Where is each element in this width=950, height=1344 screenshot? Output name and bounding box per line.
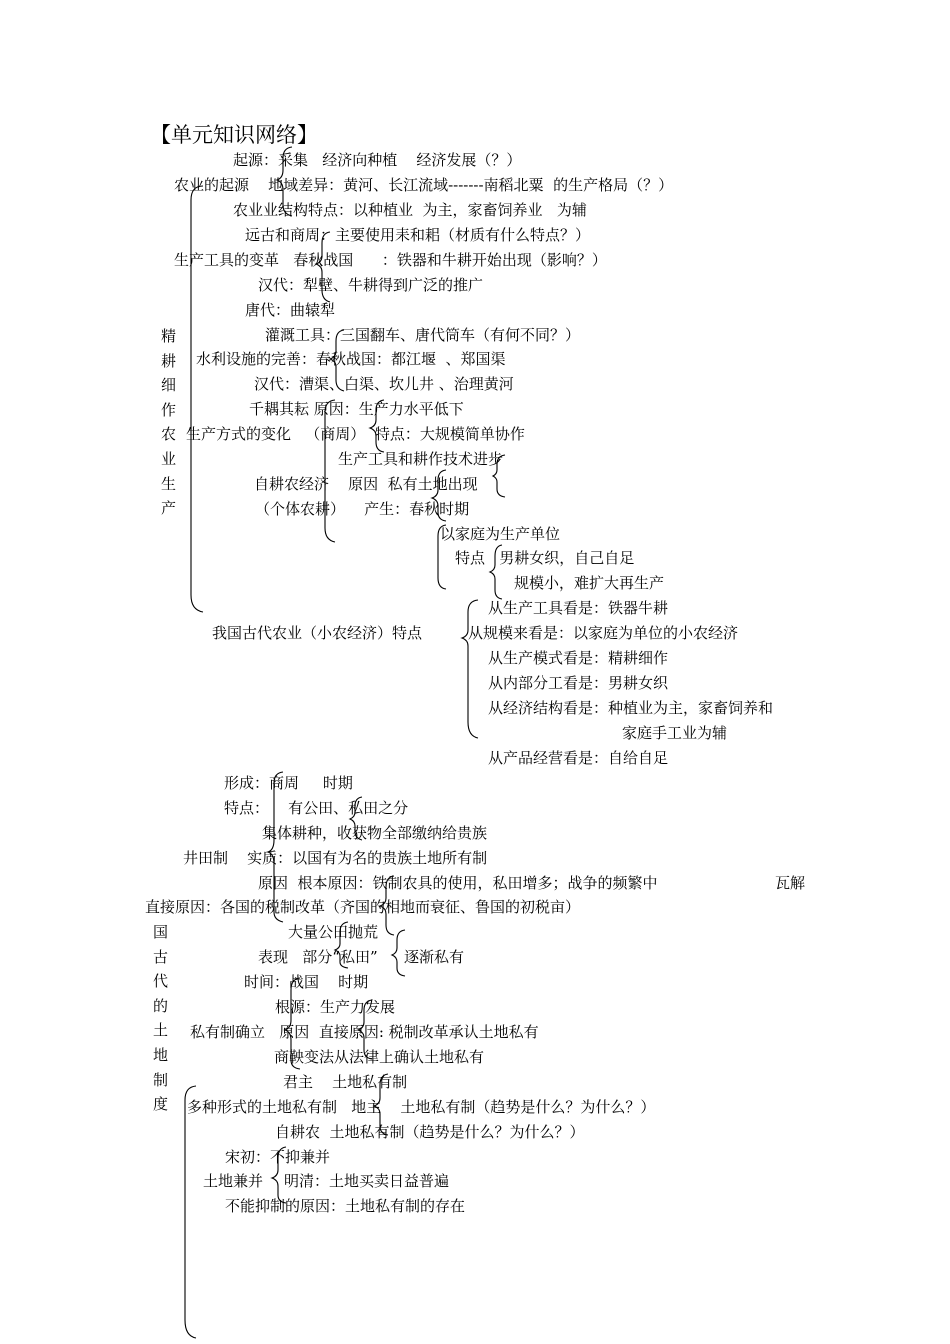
- part2-line: 原因 根本原因：铁制农具的使用，私田增多；战争的频繁中: [258, 874, 658, 892]
- part1-line: 从规模来看是：以家庭为单位的小农经济: [468, 624, 739, 642]
- part1-line: 从生产工具看是：铁器牛耕: [488, 599, 669, 617]
- brace: [277, 147, 292, 216]
- part2-line: 根源：生产力发展: [275, 998, 396, 1016]
- part2-side-label: 国古代的土地制度: [153, 923, 169, 1114]
- brace: [185, 1086, 196, 1338]
- part1-line: 千耦其耘 原因：生产力水平低下: [249, 400, 464, 418]
- part1-line: 农业的起源 地域差异：黄河、长江流域-------南稻北粟 的生产格局（？）: [174, 176, 674, 194]
- brace: [350, 797, 362, 840]
- part1-line: 汉代：漕渠、白渠、坎儿井 、治理黄河: [254, 375, 514, 393]
- part2-line: 土地兼并: [203, 1172, 264, 1190]
- brace: [374, 1074, 388, 1135]
- part1-line: 以家庭为生产单位: [440, 525, 561, 543]
- part1-line: 生产工具的变革 春秋战国 ：铁器和牛耕开始出现（影响？）: [174, 251, 607, 269]
- brace: [490, 545, 502, 599]
- part2-line: 直接原因：各国的税制改革（齐国的相地而衰征、鲁国的初税亩）: [145, 898, 581, 916]
- part1-line: 自耕农经济 原因 私有土地出现: [254, 475, 478, 493]
- part1-line: 规模小，难扩大再生产: [514, 574, 665, 592]
- brace: [438, 525, 446, 589]
- part1-line: 起源：采集 经济向种植 经济发展（？）: [233, 151, 522, 169]
- part2-line: 私有制确立 原因 直接原因: 税制改革承认土地私有: [190, 1023, 539, 1041]
- brace: [330, 330, 344, 391]
- brace: [370, 400, 384, 452]
- unit-heading: 【单元知识网络】: [150, 123, 318, 147]
- part2-line: 不能抑制的原因：土地私有制的存在: [225, 1197, 466, 1215]
- part2-line: 井田制 实质：以国有为名的贵族土地所有制: [183, 849, 488, 867]
- brace: [316, 232, 330, 302]
- brace: [392, 930, 405, 976]
- part1-line: 水利设施的完善：春秋战国：都江堰 、郑国渠: [196, 350, 506, 368]
- part1-line: 唐代：曲辕犁: [245, 301, 336, 319]
- brace: [493, 455, 505, 497]
- part2-line: 君主 土地私有制: [283, 1073, 408, 1091]
- part1-line: 从产品经营看是：自给自足: [488, 749, 669, 767]
- part1-line: 远古和商周：主要使用耒和耜（材质有什么特点？）: [245, 226, 591, 244]
- part1-line: 特点 男耕女织，自己自足: [455, 549, 635, 567]
- part2-line: 时间：战国 时期: [244, 973, 369, 991]
- brace: [432, 470, 446, 521]
- part1-side-label: 精耕细作农业生产: [161, 327, 177, 518]
- brace: [191, 186, 203, 612]
- part1-line: 农业业结构特点：以种植业 为主，家畜饲养业 为辅: [233, 201, 587, 219]
- part1-line: 从生产模式看是：精耕细作: [488, 649, 669, 667]
- part2-line: 多种形式的土地私有制 地主 土地私有制（趋势是什么？为什么？）: [187, 1098, 656, 1116]
- part1-line: 从内部分工看是：男耕女织: [488, 674, 669, 692]
- brace: [285, 978, 300, 1069]
- brace: [272, 1147, 286, 1203]
- brace: [380, 876, 394, 935]
- part2-line: 瓦解: [775, 874, 806, 892]
- part2-line: 特点： 有公田、私田之分: [224, 799, 409, 817]
- part1-line: 家庭手工业为辅: [622, 724, 728, 742]
- part2-line: 宋初：不抑兼并: [225, 1148, 331, 1166]
- part2-line: 大量公田抛荒: [288, 923, 379, 941]
- part2-line: 自耕农 土地私有制（趋势是什么？为什么？）: [275, 1123, 585, 1141]
- part1-line: 生产工具和耕作技术进步: [338, 450, 504, 468]
- part1-line: 灌溉工具：三国翻车、唐代筒车（有何不同？）: [265, 326, 581, 344]
- part2-line: 商鞅变法从法律上确认土地私有: [274, 1048, 485, 1066]
- part2-line: 形成：商周 时期: [224, 774, 353, 792]
- brace: [335, 922, 348, 968]
- brace: [358, 1000, 372, 1059]
- brace: [462, 600, 478, 738]
- part2-line: 逐渐私有: [404, 948, 465, 966]
- part2-line: 表现 部分“私田”: [258, 948, 378, 966]
- part1-line: 我国古代农业（小农经济）特点: [212, 624, 423, 642]
- part1-line: 从经济结构看是：种植业为主，家畜饲养和: [488, 699, 774, 717]
- part1-line: 汉代：犁壁、牛耕得到广泛的推广: [258, 276, 484, 294]
- part1-line: 生产方式的变化 （商周） 特点：大规模简单协作: [186, 425, 525, 443]
- part1-line: （个体农耕） 产生：春秋时期: [255, 500, 470, 518]
- part2-line: 集体耕种，收获物全部缴纳给贵族: [262, 824, 488, 842]
- part2-line: 明清：土地买卖日益普遍: [284, 1172, 450, 1190]
- brace: [325, 400, 335, 542]
- brace: [268, 772, 283, 922]
